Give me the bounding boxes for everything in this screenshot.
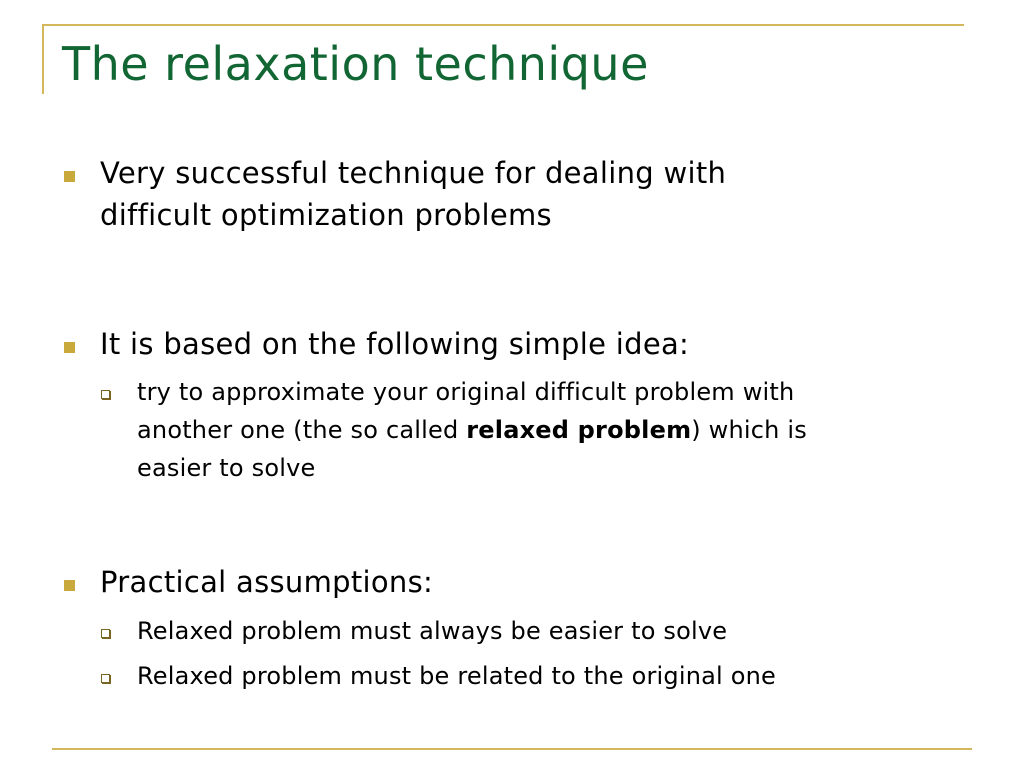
bullet-square-icon: [64, 171, 75, 182]
sub-bullet-checkbox-icon: [101, 674, 110, 683]
sub-bullet-item-3-1: Relaxed problem must always be easier to solve: [137, 617, 728, 645]
bullet-item-2: It is based on the following simple idea:: [100, 327, 690, 361]
bullet-1-line-1: Very successful technique for dealing with: [100, 156, 727, 190]
slide-title: The relaxation technique: [62, 37, 649, 91]
sub-bullet-item-2-1: [137, 373, 957, 487]
bullet-square-icon: [64, 580, 75, 591]
sub-bullet-line-2-start: another one (the so called: [137, 416, 467, 444]
sub-bullet-line-2: [137, 411, 957, 449]
bullet-square-icon: [64, 342, 75, 353]
sub-bullet-line-2-end: ) which is: [691, 416, 807, 444]
bullet-item-1: [100, 152, 960, 236]
bullet-item-3: Practical assumptions:: [100, 565, 434, 599]
sub-bullet-checkbox-icon: [101, 390, 110, 399]
sub-bullet-line-3: easier to solve: [137, 454, 316, 482]
sub-bullet-item-3-2: Relaxed problem must be related to the original one: [137, 662, 776, 690]
relaxed-problem-term: relaxed problem: [466, 416, 692, 444]
sub-bullet-checkbox-icon: [101, 629, 110, 638]
bullet-1-line-2: difficult optimization problems: [100, 198, 552, 232]
sub-bullet-line-1: try to approximate your original difficult problem with: [137, 378, 795, 406]
